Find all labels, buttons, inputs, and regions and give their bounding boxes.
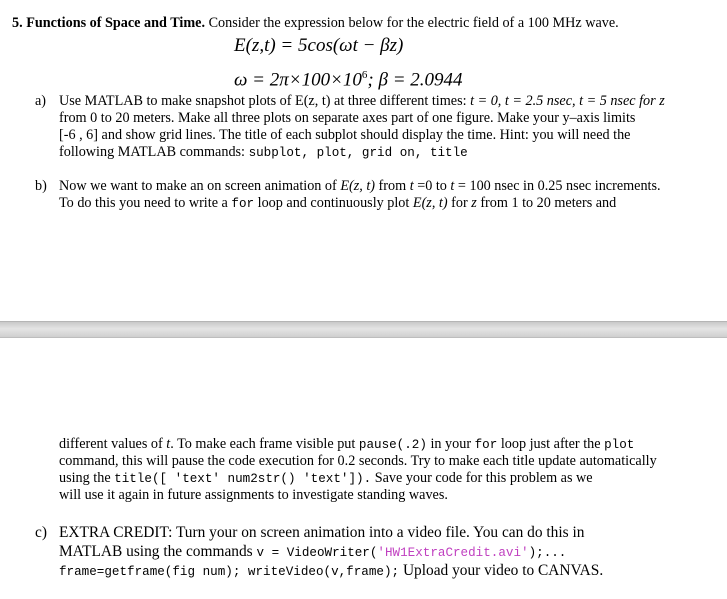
part-b-label: b) bbox=[35, 178, 47, 194]
part-b-text: t bbox=[409, 178, 414, 194]
part-b-line-1 bbox=[59, 177, 661, 195]
part-b-code: plot bbox=[604, 438, 635, 452]
part-c-line-1: EXTRA CREDIT: Turn your on screen animation into a video file. You can do this in bbox=[59, 524, 585, 541]
part-b-text: . To make each frame visible put bbox=[170, 436, 359, 452]
equation-beta: ; β = 2.0944 bbox=[367, 69, 463, 91]
part-b-text: t bbox=[166, 436, 171, 452]
equation-omega: ω = 2π×100×10 bbox=[234, 69, 362, 91]
part-b-text: =0 to bbox=[413, 178, 451, 194]
part-b-text: Now we want to make an on screen animation of bbox=[59, 178, 341, 194]
part-c-label: c) bbox=[35, 524, 47, 541]
part-c-code: v = VideoWriter( bbox=[256, 546, 378, 560]
part-a-line-4 bbox=[59, 143, 468, 162]
part-b-text: different values of bbox=[59, 436, 167, 452]
problem-intro: Consider the expression below for the electric field of a 100 MHz wave. bbox=[208, 15, 619, 31]
part-b-text: = 100 nsec in 0.25 nsec increments. bbox=[454, 178, 661, 194]
part-a-line-3: [-6 , 6] and show grid lines. The title of each subplot should display the time. Hint: you will need the bbox=[59, 127, 631, 143]
part-c-text: MATLAB using the commands bbox=[59, 543, 257, 560]
page-break bbox=[0, 322, 727, 337]
equation-field-argument: (ωt − βz) bbox=[332, 35, 404, 56]
part-b-text: E(z, t) bbox=[412, 195, 448, 211]
part-c-code-string: 'HW1ExtraCredit.avi' bbox=[377, 546, 529, 560]
part-a-line-1-times: t = 0, t = 2.5 nsec, t = 5 nsec for z bbox=[470, 93, 665, 109]
part-a-matlab-commands: subplot, plot, grid on, title bbox=[248, 146, 468, 160]
part-b-code: for bbox=[474, 438, 498, 452]
equation-field-lhs: E(z,t) = 5cos bbox=[234, 35, 333, 56]
part-c-text: Upload your video to CANVAS. bbox=[399, 562, 604, 579]
part-a-line-4-text: following MATLAB commands: bbox=[59, 144, 249, 160]
part-b-line-4: command, this will pause the code execution for 0.2 seconds. Try to make each title update automatically bbox=[59, 453, 657, 469]
part-b-line-2 bbox=[59, 194, 616, 213]
part-c-code: frame=getframe(fig num); writeVideo(v,frame); bbox=[59, 565, 400, 579]
part-b-text: t bbox=[450, 178, 455, 194]
part-a-line-1-text: Use MATLAB to make snapshot plots of E(z, t) at three different times: bbox=[59, 93, 471, 109]
problem-header bbox=[12, 14, 619, 32]
part-a-label: a) bbox=[35, 93, 47, 109]
equation-constants bbox=[234, 64, 463, 91]
part-b-text: in your bbox=[426, 436, 475, 452]
part-a-line-1 bbox=[59, 92, 665, 110]
problem-number: 5. bbox=[12, 15, 23, 31]
part-b-text: E(z, t) bbox=[340, 178, 375, 194]
part-b-code: for bbox=[231, 197, 255, 211]
part-b-text: for bbox=[447, 195, 472, 211]
equation-omega-exponent: 6 bbox=[361, 69, 368, 81]
part-b-text: from 1 to 20 meters and bbox=[476, 195, 617, 211]
part-b-text: z bbox=[471, 195, 477, 211]
part-c-line-2 bbox=[59, 543, 566, 562]
part-c-line-3 bbox=[59, 562, 603, 581]
part-c-code: );... bbox=[528, 546, 567, 560]
part-b-text: from bbox=[375, 178, 410, 194]
equation-field bbox=[234, 35, 403, 57]
part-a-line-2: from 0 to 20 meters. Make all three plots on separate axes part of one figure. Make your y–axis limits bbox=[59, 110, 636, 126]
page-break-edge bbox=[0, 337, 727, 338]
part-b-text: Save your code for this problem as we bbox=[371, 470, 593, 486]
problem-title: Functions of Space and Time. bbox=[26, 15, 206, 31]
part-b-line-6: will use it again in future assignments to investigate standing waves. bbox=[59, 487, 448, 503]
part-b-text: using the bbox=[59, 470, 115, 486]
part-b-text: To do this you need to write a bbox=[59, 195, 232, 211]
part-b-code: title([ 'text' num2str() 'text']). bbox=[114, 472, 372, 486]
part-b-text: loop and continuously plot bbox=[254, 195, 413, 211]
part-b-text: loop just after the bbox=[497, 436, 605, 452]
part-b-code: pause(.2) bbox=[358, 438, 427, 452]
